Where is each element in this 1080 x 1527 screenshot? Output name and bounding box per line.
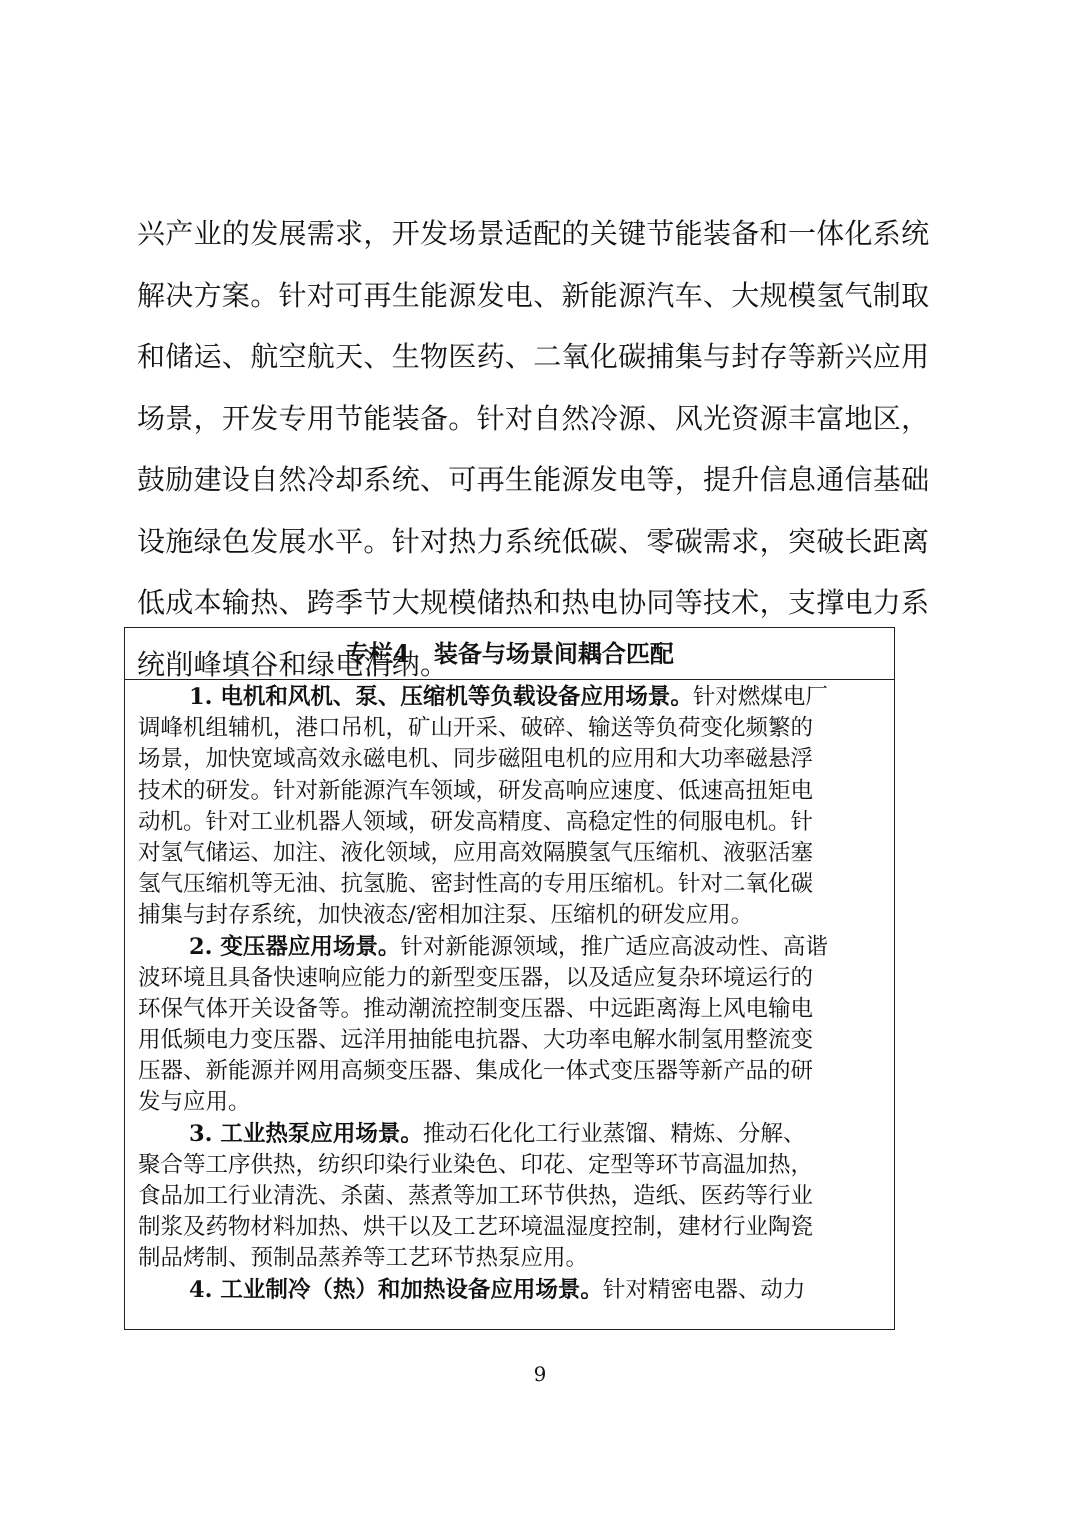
body-line: 和储运、航空航天、生物医药、二氧化碳捕集与封存等新兴应用 — [137, 340, 930, 373]
sidebar-line: 场景，加快宽域高效永磁电机、同步磁阻电机的应用和大功率磁悬浮 — [138, 746, 814, 773]
page-number: 9 — [533, 1362, 547, 1386]
body-line: 低成本输热、跨季节大规模储热和热电协同等技术，支撑电力系 — [137, 586, 930, 619]
sidebar-line: 波环境且具备快速响应能力的新型变压器，以及适应复杂环境运行的 — [138, 964, 814, 991]
sidebar-line: 技术的研发。针对新能源汽车领域，研发高响应速度、低速高扭矩电 — [138, 777, 814, 804]
sidebar-item-text: 针对燃煤电厂 — [692, 684, 828, 710]
body-line: 兴产业的发展需求，开发场景适配的关键节能装备和一体化系统 — [137, 217, 930, 250]
body-line: 场景，开发专用节能装备。针对自然冷源、风光资源丰富地区， — [137, 401, 930, 435]
sidebar-line: 发与应用。 — [138, 1089, 251, 1116]
sidebar-line: 捕集与封存系统，加快液态/密相加注泵、压缩机的研发应用。 — [138, 902, 754, 929]
sidebar-item-heading: 1. 电机和风机、泵、压缩机等负载设备应用场景。 — [189, 684, 693, 710]
sidebar-box — [124, 627, 895, 1330]
sidebar-item-text: 推动石化化工行业蒸馏、精炼、分解、 — [422, 1120, 806, 1147]
body-line: 鼓励建设自然冷却系统、可再生能源发电等，提升信息通信基础 — [137, 463, 930, 496]
sidebar-line: 动机。针对工业机器人领域，研发高精度、高稳定性的伺服电机。针 — [138, 808, 814, 835]
sidebar-line: 对氢气储运、加注、液化领域，应用高效隔膜氢气压缩机、液驱活塞 — [138, 839, 814, 866]
sidebar-item-heading: 4. 工业制冷（热）和加热设备应用场景。 — [189, 1276, 603, 1303]
sidebar-item-heading: 3. 工业热泵应用场景。 — [189, 1120, 423, 1147]
sidebar-item-heading: 2. 变压器应用场景。 — [189, 933, 401, 960]
sidebar-item-text: 针对精密电器、动力 — [602, 1276, 806, 1303]
body-paragraph — [137, 203, 952, 695]
sidebar-line: 食品加工行业清洗、杀菌、蒸煮等加工环节供热，造纸、医药等行业 — [138, 1183, 814, 1209]
body-line: 设施绿色发展水平。针对热力系统低碳、零碳需求，突破长距离 — [137, 524, 930, 558]
sidebar-line: 环保气体开关设备等。推动潮流控制变压器、中远距离海上风电输电 — [138, 995, 814, 1022]
sidebar-line: 用低频电力变压器、远洋用抽能电抗器、大功率电解水制氢用整流变 — [138, 1027, 814, 1054]
sidebar-title: 专栏4 装备与场景间耦合匹配 — [125, 628, 894, 680]
sidebar-line: 制浆及药物材料加热、烘干以及工艺环境温湿度控制，建材行业陶瓷 — [138, 1214, 814, 1241]
sidebar-line: 调峰机组辅机，港口吊机，矿山开采、破碎、输送等负荷变化频繁的 — [138, 715, 814, 742]
body-line: 统削峰填谷和绿电消纳。 — [137, 647, 449, 681]
sidebar-line: 氢气压缩机等无油、抗氢脆、密封性高的专用压缩机。针对二氧化碳 — [138, 871, 814, 898]
sidebar-item-first-line — [138, 932, 894, 963]
body-line: 解决方案。针对可再生能源发电、新能源汽车、大规模氢气制取 — [137, 278, 930, 312]
sidebar-item-first-line — [138, 1275, 894, 1306]
sidebar-item-text: 针对新能源领域，推广适应高波动性、高谐 — [400, 933, 828, 960]
sidebar-body — [125, 680, 894, 1306]
sidebar-line: 压器、新能源并网用高频变压器、集成化一体式变压器等新产品的研 — [138, 1058, 814, 1085]
sidebar-line: 聚合等工序供热，纺织印染行业染色、印花、定型等环节高温加热， — [138, 1151, 814, 1178]
sidebar-line: 制品烤制、预制品蒸养等工艺环节热泵应用。 — [138, 1245, 589, 1272]
sidebar-item-first-line — [138, 1119, 894, 1150]
sidebar-item-first-line — [138, 682, 894, 713]
